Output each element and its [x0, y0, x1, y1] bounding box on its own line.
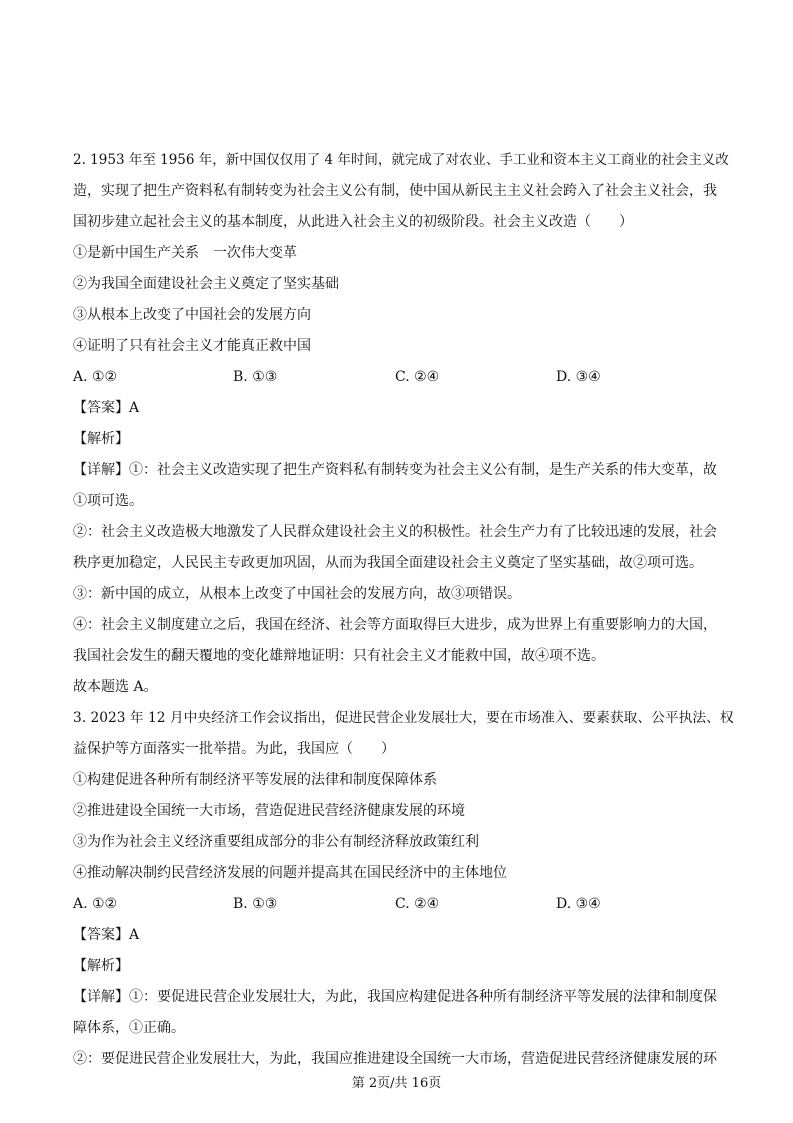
q2-analysis-line-3: ②：社会主义改造极大地激发了人民群众建设社会主义的积极性。社会生产力有了比较迅速的发展，社会: [73, 524, 717, 540]
q2-stem-line-1: 2. 1953 年至 1956 年，新中国仅仅用了 4 年时间，就完成了对农业、手工业和资本主义工商业的社会主义改: [73, 152, 729, 168]
q2-analysis-conclusion: 故本题选 A。: [73, 679, 158, 695]
q2-option-b: B. ①③: [233, 369, 278, 385]
q2-analysis-line-2: ①项可选。: [73, 493, 143, 509]
q2-item-4: ④证明了只有社会主义才能真正救中国: [73, 338, 311, 354]
q2-analysis-line-6: ④：社会主义制度建立之后，我国在经济、社会等方面取得巨大进步，成为世界上有重要影响力的大国，: [73, 617, 717, 633]
q2-analysis-line-7: 我国社会发生的翻天覆地的变化雄辩地证明：只有社会主义才能救中国，故④项不选。: [73, 648, 605, 664]
q3-stem-line-2: 益保护等方面落实一批举措。为此，我国应（ ）: [73, 741, 395, 757]
q3-item-2: ②推进建设全国统一大市场，营造促进民营经济健康发展的环境: [73, 803, 465, 819]
q2-item-1: ①是新中国生产关系 一次伟大变革: [73, 245, 297, 261]
q2-analysis-title: 【解析】: [73, 431, 129, 447]
q3-analysis-title: 【解析】: [73, 958, 129, 974]
q2-item-2: ②为我国全面建设社会主义奠定了坚实基础: [73, 276, 339, 292]
q2-option-d: D. ③④: [556, 369, 601, 385]
q2-analysis-line-5: ③：新中国的成立，从根本上改变了中国社会的发展方向，故③项错误。: [73, 586, 521, 602]
q2-option-a: A. ①②: [73, 369, 118, 385]
q3-item-4: ④推动解决制约民营经济发展的问题并提高其在国民经济中的主体地位: [73, 865, 507, 881]
q2-option-c: C. ②④: [395, 369, 440, 385]
q3-option-b: B. ①③: [233, 896, 278, 912]
q3-option-a: A. ①②: [73, 896, 118, 912]
q3-analysis-line-3: ②：要促进民营企业发展壮大，为此，我国应推进建设全国统一大市场，营造促进民营经济健康发展的环: [73, 1051, 717, 1067]
q2-stem-line-2: 造，实现了把生产资料私有制转变为社会主义公有制，使中国从新民主主义社会跨入了社会主义社会，我: [73, 183, 717, 199]
q3-item-3: ③为作为社会主义经济重要组成部分的非公有制经济释放政策红利: [73, 834, 479, 850]
q3-analysis-line-1: 【详解】①：要促进民营企业发展壮大，为此，我国应构建促进各种所有制经济平等发展的法律和制度保: [73, 989, 717, 1005]
q2-analysis-line-4: 秩序更加稳定，人民民主专政更加巩固，从而为我国全面建设社会主义奠定了坚实基础，故②项可选。: [73, 555, 703, 571]
q3-option-c: C. ②④: [395, 896, 440, 912]
q2-item-3: ③从根本上改变了中国社会的发展方向: [73, 307, 311, 323]
page-number: 第 2页/共 16页: [351, 1076, 442, 1091]
q2-stem-line-3: 国初步建立起社会主义的基本制度，从此进入社会主义的初级阶段。社会主义改造（ ）: [73, 214, 633, 230]
q2-analysis-line-1: 【详解】①：社会主义改造实现了把生产资料私有制转变为社会主义公有制，是生产关系的伟大变革，故: [73, 462, 717, 478]
q2-answer: 【答案】A: [73, 400, 140, 416]
q3-option-d: D. ③④: [556, 896, 601, 912]
q3-stem-line-1: 3. 2023 年 12 月中央经济工作会议指出，促进民营企业发展壮大，要在市场准入、要素获取、公平执法、权: [73, 710, 734, 726]
q3-analysis-line-2: 障体系，①正确。: [73, 1020, 185, 1036]
q3-answer: 【答案】A: [73, 927, 140, 943]
q3-item-1: ①构建促进各种所有制经济平等发展的法律和制度保障体系: [73, 772, 437, 788]
